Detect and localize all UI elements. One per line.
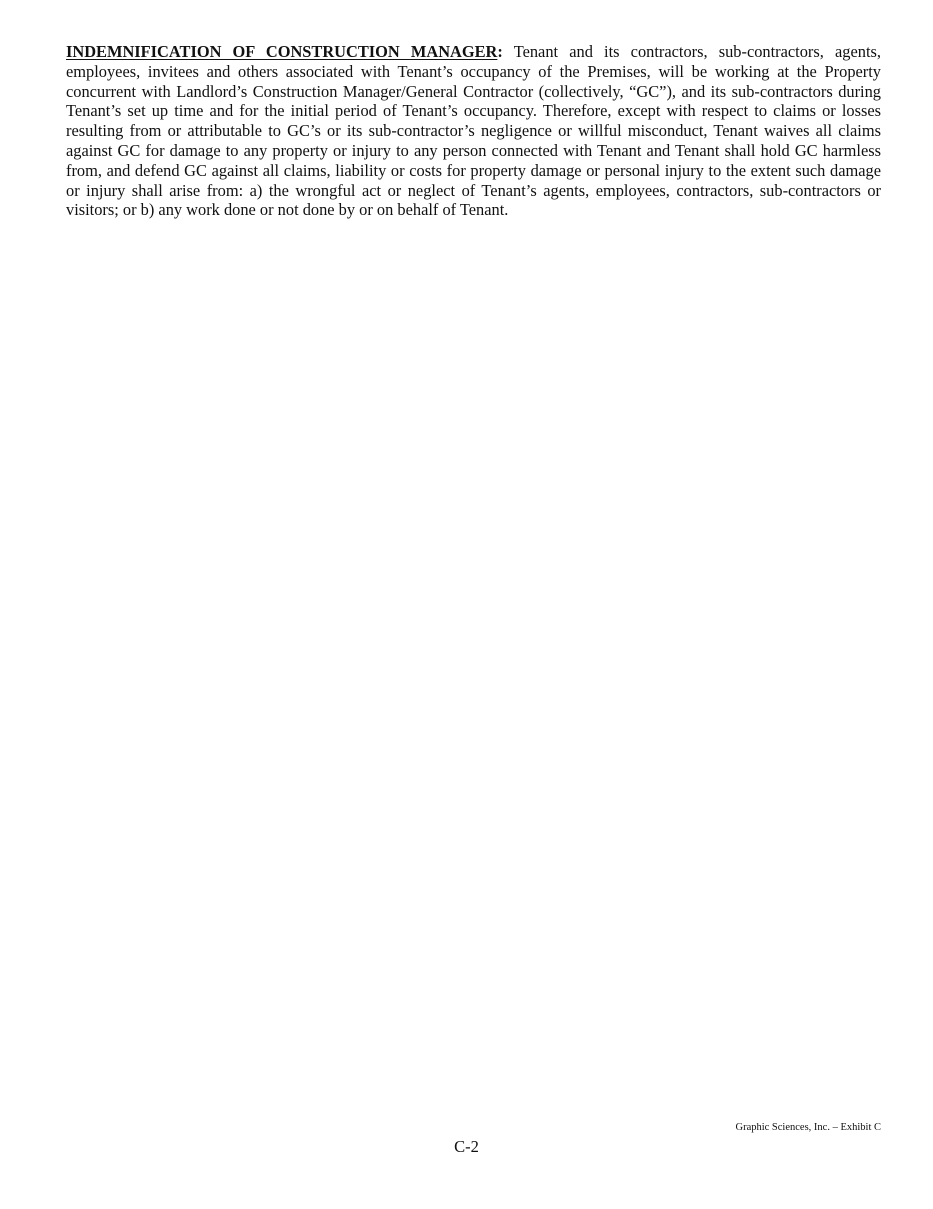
section-heading: INDEMNIFICATION OF CONSTRUCTION MANAGER	[66, 42, 498, 61]
indemnification-paragraph	[66, 42, 881, 220]
page-number: C-2	[454, 1137, 479, 1156]
footer-exhibit-label: Graphic Sciences, Inc. – Exhibit C	[735, 1122, 881, 1133]
section-heading-colon: :	[497, 42, 503, 61]
section-body-text: Tenant and its contractors, sub-contractors, agents, employees, invitees and others associated with Tenant’s occupancy of the Premises, will be working at the Property concurrent with Landlord’s Construction Manager/General Contractor (collectively, “GC”), and its sub-contractors during Tenant’s set up time and for the initial period of Tenant’s occupancy. Therefore, except with respect to claims or losses resulting from or attributable to GC’s or its sub-contractor’s negligence or willful misconduct, Tenant waives all claims against GC for damage to any property or injury to any person connected with Tenant and Tenant shall hold GC harmless from, and defend GC against all claims, liability or costs for property damage or personal injury to the extent such damage or injury shall arise from: a) the wrongful act or neglect of Tenant’s agents, employees, contractors, sub-contractors or visitors; or b) any work done or not done by or on behalf of Tenant.	[66, 42, 881, 220]
